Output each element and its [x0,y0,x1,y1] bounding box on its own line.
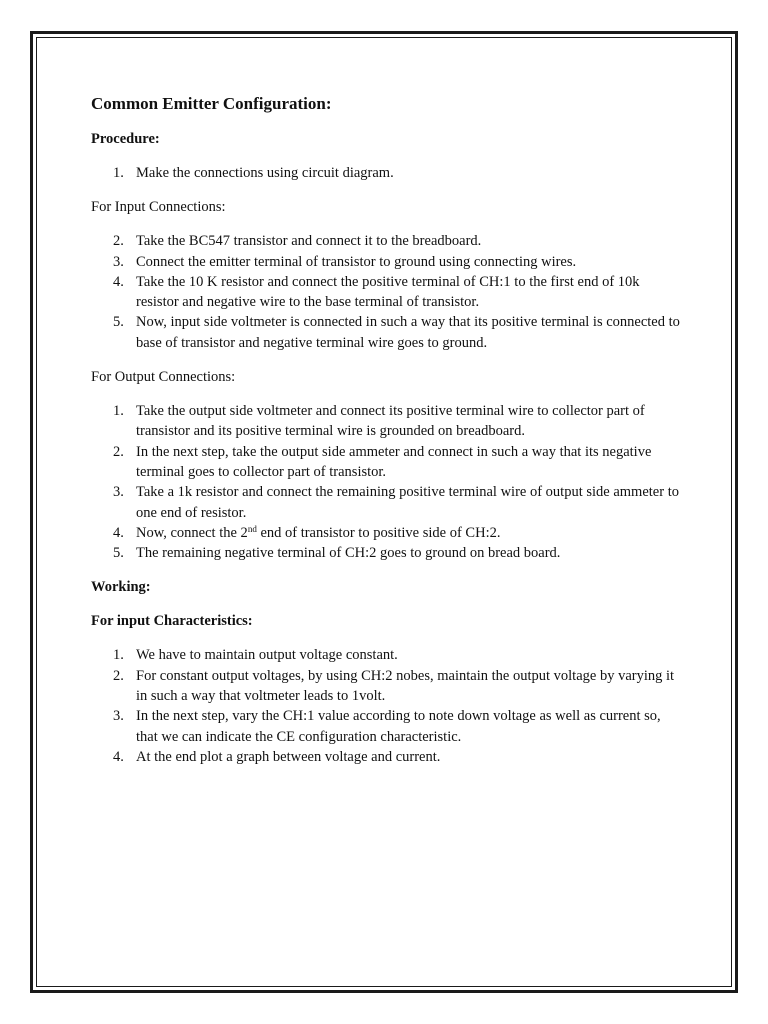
list-item-text: Take a 1k resistor and connect the remaining positive terminal wire of output side ammeter to one end of resistor. [136,484,679,521]
list-item-number: 1. [113,647,124,664]
input-characteristics-list [91,645,681,767]
list-item-text: Connect the emitter terminal of transistor to ground using connecting wires. [136,253,577,270]
list-item [91,252,681,272]
list-item [91,645,681,665]
procedure-intro-list [91,163,681,183]
list-item [91,523,681,543]
list-item [91,442,681,483]
document-title: Common Emitter Configuration: [91,94,332,113]
list-item-text: Take the BC547 transistor and connect it to the breadboard. [136,233,482,250]
input-connections-heading: For Input Connections: [91,199,226,216]
list-item-text: Make the connections using circuit diagram. [136,165,394,181]
document-body [91,93,681,767]
list-item-number: 5. [113,314,124,331]
list-item [91,482,681,523]
list-item-text: At the end plot a graph between voltage and current. [136,748,441,765]
list-item [91,543,681,563]
list-item [91,272,681,313]
list-item-text: Take the output side voltmeter and connect its positive terminal wire to collector part of transistor and its positive terminal wire is grounded on breadboard. [136,403,645,440]
ordinal-superscript: nd [247,523,257,534]
input-connections-list [91,231,681,353]
list-item [91,231,681,251]
list-item-number: 1. [113,403,124,420]
list-item-number: 2. [113,233,124,250]
list-item-text: In the next step, take the output side ammeter and connect in such a way that its negative terminal goes to collector part of transistor. [136,443,652,480]
input-characteristics-heading: For input Characteristics: [91,613,253,630]
list-item [91,747,681,767]
list-item [91,666,681,707]
list-item-number: 5. [113,545,124,562]
list-item [91,401,681,442]
list-item-text: Take the 10 K resistor and connect the positive terminal of CH:1 to the first end of 10k resistor and negative wire to the base terminal of transistor. [136,273,640,311]
list-item-number: 4. [113,524,124,541]
output-connections-heading: For Output Connections: [91,369,236,386]
list-item-text-after: end of transistor to positive side of CH:2. [256,524,501,541]
list-item-number: 2. [113,667,124,684]
list-item-number: 3. [113,708,124,725]
list-item-text: Now, input side voltmeter is connected in such a way that its positive terminal is connected to base of transistor and negative terminal wire goes to ground. [136,314,680,351]
working-heading: Working: [91,579,151,596]
list-item [91,706,681,747]
list-item-number: 3. [113,484,124,501]
list-item-number: 4. [113,748,124,765]
list-item-text: For constant output voltages, by using CH:2 nobes, maintain the output voltage by varying it in such a way that voltmeter leads to 1volt. [136,667,675,705]
list-item-text-before: Now, connect the 2 [136,524,248,541]
list-item-text: In the next step, vary the CH:1 value according to note down voltage as well as current so, that we can indicate the CE configuration characteristic. [136,708,661,745]
list-item [91,163,681,183]
list-item-text: The remaining negative terminal of CH:2 goes to ground on bread board. [136,545,561,562]
output-connections-list [91,401,681,563]
list-item-number: 3. [113,253,124,270]
procedure-heading: Procedure: [91,131,160,147]
list-item-number: 1. [113,165,124,181]
list-item-text: We have to maintain output voltage constant. [136,647,398,664]
list-item-number: 4. [113,273,124,290]
list-item [91,312,681,353]
list-item-number: 2. [113,443,124,460]
